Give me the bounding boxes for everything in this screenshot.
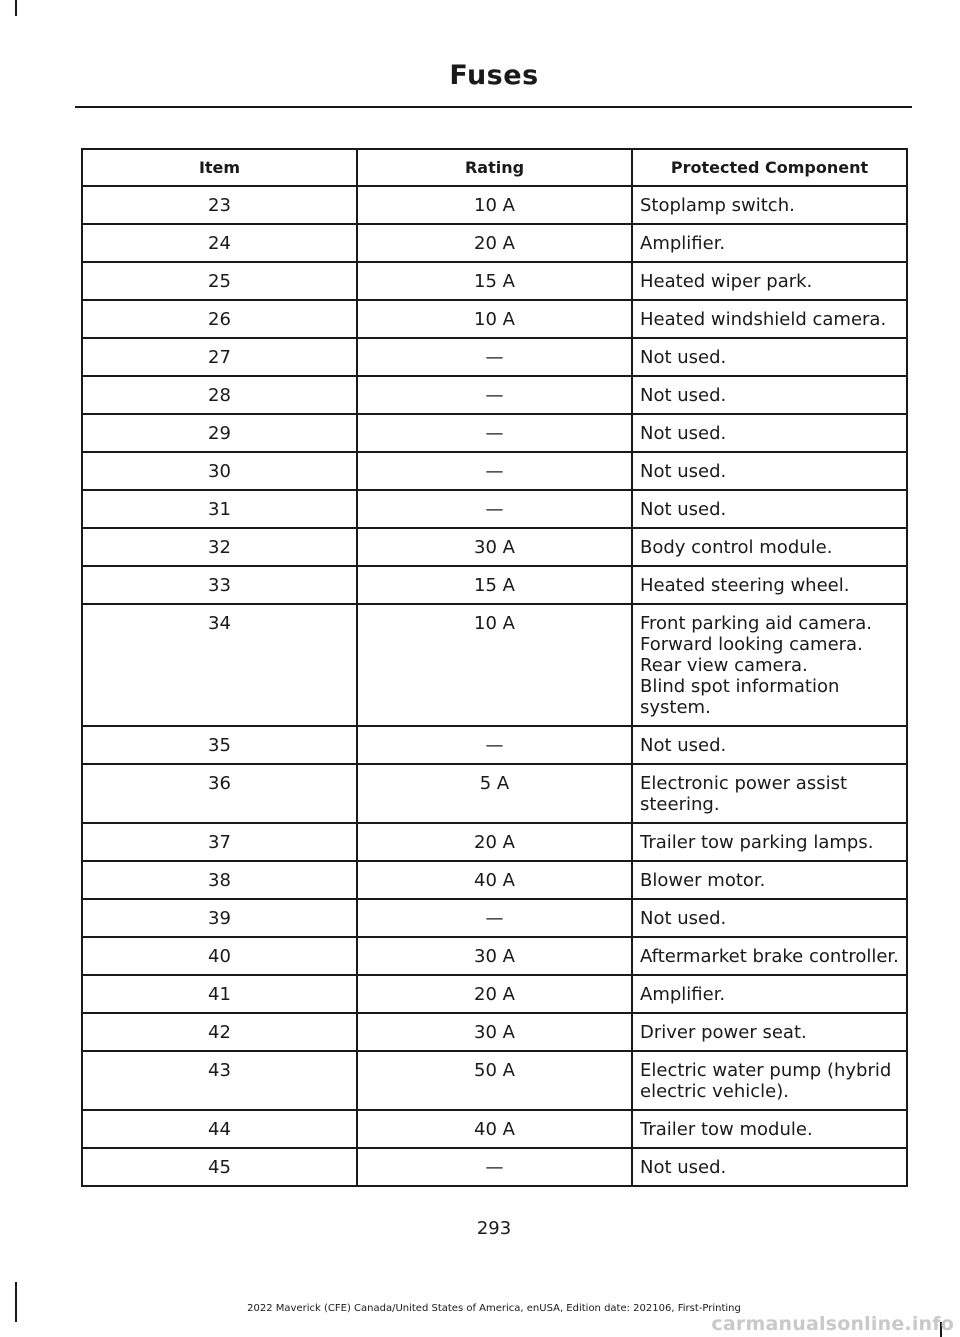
protected-component-text: Heated windshield camera.	[640, 309, 887, 330]
protected-component-text: Electronic power assist steering.	[640, 773, 848, 815]
rating-cell: 20 A	[357, 823, 632, 861]
protected-component-text: Not used.	[640, 347, 727, 368]
protected-component-text: Not used.	[640, 735, 727, 756]
table-row	[82, 1013, 907, 1051]
table-row	[82, 262, 907, 300]
page-number: 293	[476, 1218, 512, 1239]
item-cell: 35	[82, 726, 357, 764]
protected-component-text: Rear view camera.	[640, 655, 808, 676]
item-cell: 45	[82, 1148, 357, 1186]
table-row	[82, 224, 907, 262]
item-cell: 28	[82, 376, 357, 414]
protected-component-text: Blower motor.	[640, 870, 766, 891]
table-row	[82, 300, 907, 338]
item-cell: 37	[82, 823, 357, 861]
rating-cell: 50 A	[357, 1051, 632, 1110]
protected-component-cell	[632, 1051, 907, 1110]
protected-component-text: Forward looking camera.	[640, 634, 863, 655]
rating-cell: —	[357, 452, 632, 490]
protected-component-cell	[632, 566, 907, 604]
protected-component-text: Trailer tow module.	[640, 1119, 813, 1140]
table-row	[82, 528, 907, 566]
protected-component-cell	[632, 823, 907, 861]
protected-component-text: Electric water pump (hybrid electric vehicle).	[640, 1060, 892, 1102]
table-row	[82, 186, 907, 224]
item-cell: 31	[82, 490, 357, 528]
column-header-rating: Rating	[357, 149, 632, 186]
rating-cell: 20 A	[357, 224, 632, 262]
item-cell: 40	[82, 937, 357, 975]
table-row	[82, 338, 907, 376]
protected-component-text: Not used.	[640, 908, 727, 929]
item-cell: 44	[82, 1110, 357, 1148]
table-row	[82, 452, 907, 490]
protected-component-text: Blind spot information system.	[640, 676, 840, 718]
protected-component-text: Not used.	[640, 385, 727, 406]
protected-component-cell	[632, 300, 907, 338]
protected-component-text: Not used.	[640, 1157, 727, 1178]
protected-component-text: Body control module.	[640, 537, 833, 558]
protected-component-cell	[632, 764, 907, 823]
protected-component-cell	[632, 376, 907, 414]
protected-component-text: Heated steering wheel.	[640, 575, 850, 596]
rating-cell: 40 A	[357, 1110, 632, 1148]
protected-component-cell	[632, 975, 907, 1013]
item-cell: 27	[82, 338, 357, 376]
protected-component-cell	[632, 224, 907, 262]
rating-cell: —	[357, 1148, 632, 1186]
edition-footer: 2022 Maverick (CFE) Canada/United States of America, enUSA, Edition date: 202106, First-Printing	[247, 1303, 741, 1314]
table-row	[82, 975, 907, 1013]
column-header-protected-component: Protected Component	[632, 149, 907, 186]
rating-cell: —	[357, 338, 632, 376]
item-cell: 23	[82, 186, 357, 224]
protected-component-cell	[632, 1148, 907, 1186]
item-cell: 42	[82, 1013, 357, 1051]
rating-cell: 20 A	[357, 975, 632, 1013]
title-divider	[75, 106, 912, 108]
protected-component-cell	[632, 937, 907, 975]
item-cell: 43	[82, 1051, 357, 1110]
crop-mark-top-left	[15, 0, 17, 16]
protected-component-text: Amplifier.	[640, 233, 726, 254]
column-header-item: Item	[82, 149, 357, 186]
table-row	[82, 1148, 907, 1186]
rating-cell: 10 A	[357, 300, 632, 338]
table-header-row	[82, 149, 907, 186]
protected-component-text: Not used.	[640, 499, 727, 520]
rating-cell: 10 A	[357, 186, 632, 224]
rating-cell: —	[357, 376, 632, 414]
protected-component-cell	[632, 452, 907, 490]
table-row	[82, 937, 907, 975]
protected-component-cell	[632, 262, 907, 300]
protected-component-cell	[632, 1110, 907, 1148]
protected-component-text: Front parking aid camera.	[640, 613, 872, 634]
rating-cell: 15 A	[357, 566, 632, 604]
rating-cell: 5 A	[357, 764, 632, 823]
crop-mark-bottom-left	[15, 1282, 17, 1322]
protected-component-cell	[632, 490, 907, 528]
rating-cell: 10 A	[357, 604, 632, 726]
item-cell: 41	[82, 975, 357, 1013]
protected-component-text: Not used.	[640, 423, 727, 444]
item-cell: 34	[82, 604, 357, 726]
protected-component-text: Stoplamp switch.	[640, 195, 795, 216]
table-row	[82, 1051, 907, 1110]
protected-component-cell	[632, 1013, 907, 1051]
protected-component-cell	[632, 338, 907, 376]
protected-component-text: Amplifier.	[640, 984, 726, 1005]
table-row	[82, 899, 907, 937]
table-row	[82, 861, 907, 899]
item-cell: 26	[82, 300, 357, 338]
table-row	[82, 414, 907, 452]
protected-component-cell	[632, 604, 907, 726]
item-cell: 38	[82, 861, 357, 899]
item-cell: 29	[82, 414, 357, 452]
rating-cell: 30 A	[357, 937, 632, 975]
table-row	[82, 726, 907, 764]
rating-cell: —	[357, 414, 632, 452]
table-row	[82, 1110, 907, 1148]
protected-component-text: Not used.	[640, 461, 727, 482]
fuse-table	[81, 148, 908, 1187]
table-row	[82, 604, 907, 726]
rating-cell: 40 A	[357, 861, 632, 899]
table-row	[82, 764, 907, 823]
item-cell: 32	[82, 528, 357, 566]
fuse-table-body	[82, 186, 907, 1186]
rating-cell: 15 A	[357, 262, 632, 300]
table-row	[82, 376, 907, 414]
protected-component-cell	[632, 899, 907, 937]
protected-component-cell	[632, 186, 907, 224]
item-cell: 36	[82, 764, 357, 823]
protected-component-text: Heated wiper park.	[640, 271, 813, 292]
item-cell: 33	[82, 566, 357, 604]
item-cell: 24	[82, 224, 357, 262]
item-cell: 25	[82, 262, 357, 300]
item-cell: 30	[82, 452, 357, 490]
rating-cell: 30 A	[357, 528, 632, 566]
page-title: Fuses	[449, 60, 539, 91]
protected-component-cell	[632, 414, 907, 452]
table-row	[82, 490, 907, 528]
protected-component-text: Trailer tow parking lamps.	[640, 832, 874, 853]
protected-component-text: Driver power seat.	[640, 1022, 807, 1043]
table-row	[82, 823, 907, 861]
watermark: carmanualsonline.info	[711, 1313, 954, 1335]
rating-cell: —	[357, 490, 632, 528]
protected-component-text: Aftermarket brake controller.	[640, 946, 899, 967]
rating-cell: —	[357, 726, 632, 764]
table-row	[82, 566, 907, 604]
item-cell: 39	[82, 899, 357, 937]
rating-cell: —	[357, 899, 632, 937]
protected-component-cell	[632, 861, 907, 899]
protected-component-cell	[632, 528, 907, 566]
rating-cell: 30 A	[357, 1013, 632, 1051]
protected-component-cell	[632, 726, 907, 764]
